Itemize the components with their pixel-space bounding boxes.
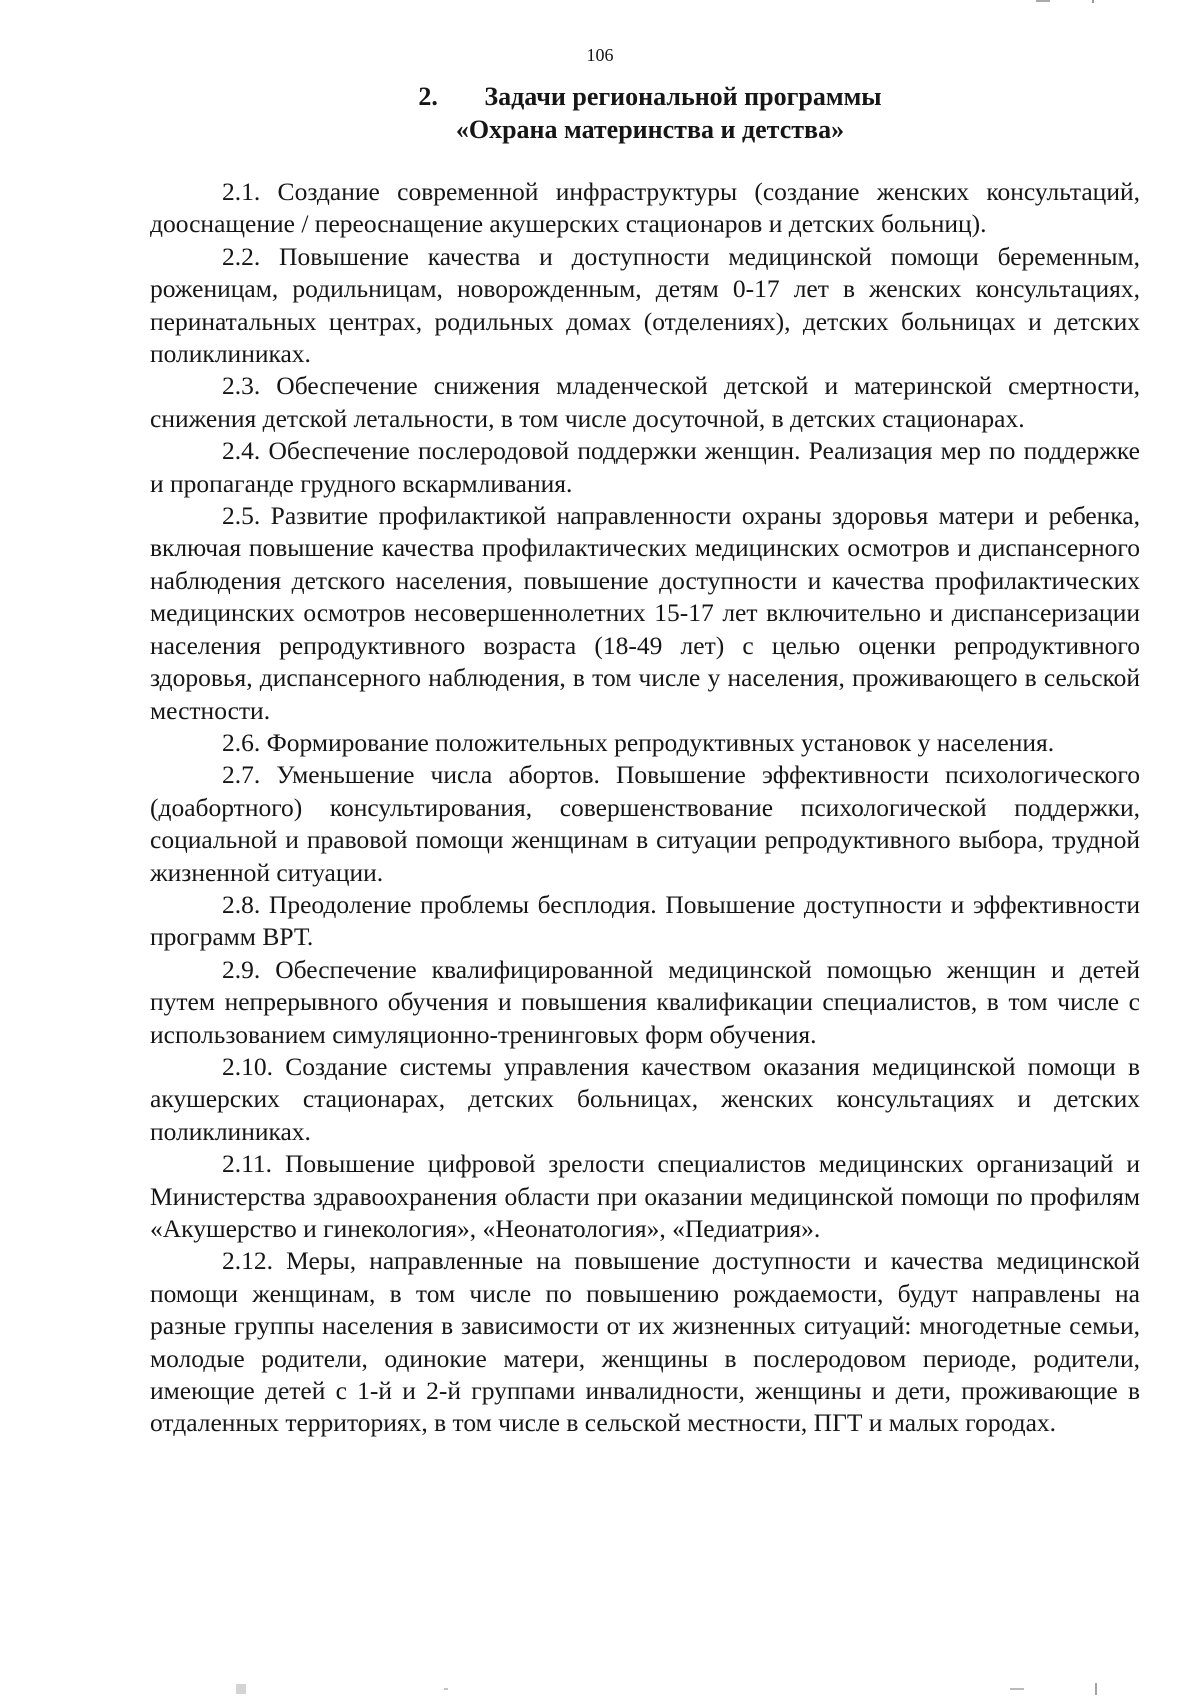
section-subtitle: «Охрана материнства и детства» <box>455 115 845 144</box>
paragraph-2-8: 2.8. Преодоление проблемы бесплодия. Повышение доступности и эффективности программ ВРТ. <box>150 889 1140 952</box>
paragraph-2-3: 2.3. Обеспечение снижения младенческой детской и материнской смертности, снижения детской летальности, в том числе досуточной, в детских стационарах. <box>150 371 1140 433</box>
section-heading-line1 <box>150 80 1150 113</box>
paragraph-2-1: 2.1. Создание современной инфраструктуры (создание женских консультаций, дооснащение / переоснащение акушерских стационаров и детских больниц). <box>150 177 1140 239</box>
scan-artifact-bottom-center <box>444 1688 448 1690</box>
scan-artifact-bottom-right-2 <box>1095 1683 1097 1695</box>
section-heading <box>150 80 1150 146</box>
body-text <box>150 176 1140 1440</box>
section-title: Задачи региональной программы <box>484 82 882 111</box>
page-number: 106 <box>586 45 614 65</box>
paragraph-2-6: 2.6. Формирование положительных репродуктивных установок у населения. <box>222 727 1055 757</box>
scan-artifact-bottom-left <box>236 1684 246 1694</box>
paragraph-2-7: 2.7. Уменьшение числа абортов. Повышение эффективности психологического (доабортного) консультирования, совершенствование психологической поддержки, социальной и правовой помощи женщинам в ситуации репродуктивного выбора, трудной жизненной ситуации. <box>150 760 1140 887</box>
paragraph-2-11: 2.11. Повышение цифровой зрелости специалистов медицинских организаций и Министерства здравоохранения области при оказании медицинской помощи по профилям «Акушерство и гинекология», «Неонатология», «Педиатрия». <box>150 1149 1140 1243</box>
scan-artifact-top-right <box>1036 0 1050 2</box>
paragraph-2-4: 2.4. Обеспечение послеродовой поддержки женщин. Реализация мер по поддержке и пропаганде грудного вскармливания. <box>150 436 1140 498</box>
scan-artifact-top-right-2 <box>1092 0 1094 3</box>
paragraph-2-10: 2.10. Создание системы управления качеством оказания медицинской помощи в акушерских стационарах, детских больницах, женских консультациях и детских поликлиниках. <box>150 1051 1140 1146</box>
paragraph-2-2: 2.2. Повышение качества и доступности медицинской помощи беременным, роженицам, родильницам, новорожденным, детям 0-17 лет в женских консультациях, перинатальных центрах, родильных домах (отделениях), детских больницах и детских поликлиниках. <box>150 241 1140 369</box>
section-number: 2. <box>418 82 438 111</box>
scan-artifact-bottom-right <box>1010 1688 1024 1690</box>
paragraph-2-5: 2.5. Развитие профилактикой направленности охраны здоровья матери и ребенка, включая повышение качества профилактических медицинских осмотров и диспансерного наблюдения детского населения, повышение доступности и качества профилактических медицинских осмотров несовершеннолетних 15-17 лет включительно и диспансеризации населения репродуктивного возраста (18-49 лет) с целью оценки репродуктивного здоровья, диспансерного наблюдения, в том числе у населения, проживающего в сельской местности. <box>150 501 1140 725</box>
paragraph-2-9: 2.9. Обеспечение квалифицированной медицинской помощью женщин и детей путем непрерывного обучения и повышения квалификации специалистов, в том числе с использованием симуляционно-тренинговых форм обучения. <box>150 954 1140 1049</box>
paragraph-2-12: 2.12. Меры, направленные на повышение доступности и качества медицинской помощи женщинам, в том числе по повышению рождаемости, будут направлены на разные группы населения в зависимости от их жизненных ситуаций: многодетные семьи, молодые родители, одинокие матери, женщины в послеродовом периоде, родители, имеющие детей с 1-й и 2-й группами инвалидности, женщины и дети, проживающие в отдаленных территориях, в том числе в сельской местности, ПГТ и малых городах. <box>150 1246 1140 1438</box>
